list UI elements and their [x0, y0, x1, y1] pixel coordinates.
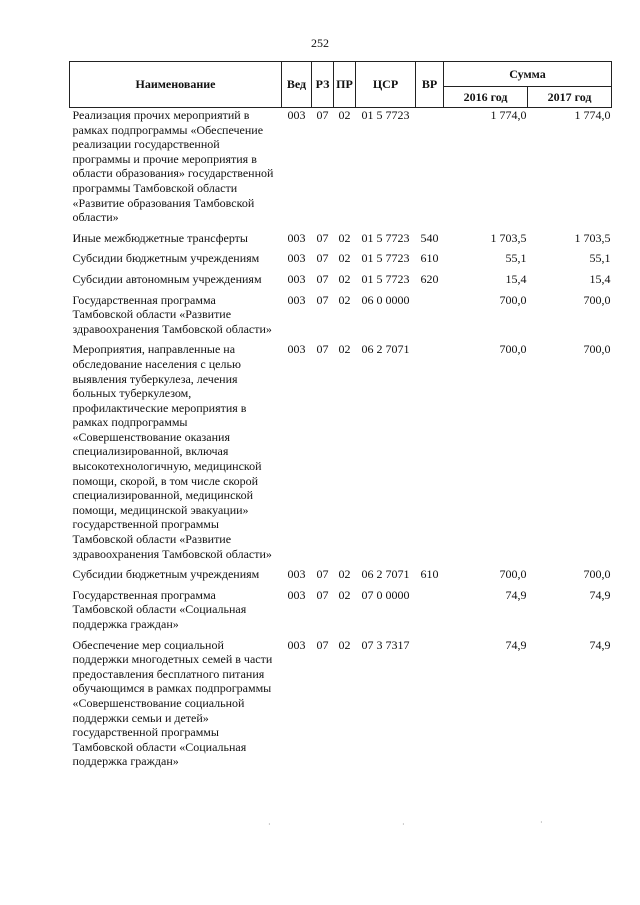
row-csr: 07 0 0000 [361, 587, 410, 602]
header-vr: ВР [416, 62, 444, 108]
row-name: Государственная программа Тамбовской области «Социальная поддержка граждан» [72, 587, 247, 631]
row-sum-2016: 74,9 [505, 587, 527, 602]
scan-speck: · [402, 820, 405, 829]
table-row [70, 231, 612, 252]
row-rz: 07 [316, 342, 329, 357]
row-ved: 003 [287, 637, 306, 652]
budget-table [69, 61, 612, 769]
row-sum-2016: 55,1 [505, 251, 527, 266]
row-rz: 07 [316, 587, 329, 602]
row-ved: 003 [287, 567, 306, 582]
table-header [70, 62, 612, 108]
table-row [70, 293, 612, 343]
row-csr: 01 5 7723 [361, 251, 410, 266]
row-vr: 610 [420, 567, 439, 582]
row-csr: 06 0 0000 [361, 292, 410, 307]
row-name: Государственная программа Тамбовской области «Развитие здравоохранения Тамбовской области» [72, 292, 272, 336]
row-sum-2016: 700,0 [499, 292, 527, 307]
row-sum-2017: 74,9 [589, 587, 611, 602]
row-rz: 07 [316, 637, 329, 652]
row-sum-2016: 74,9 [505, 637, 527, 652]
row-vr: 540 [420, 230, 439, 245]
row-pr: 02 [338, 342, 351, 357]
row-pr: 02 [338, 108, 351, 122]
row-vr [416, 293, 444, 343]
row-csr: 01 5 7723 [361, 230, 410, 245]
row-csr: 06 2 7071 [361, 342, 410, 357]
table-body [70, 108, 612, 769]
row-name: Обеспечение мер социальной поддержки многодетных семей в части предоставления бесплатного питания обучающимся в рамках подпрограммы «Совершенствование социальной поддержки семьи и детей» государственной программы Тамбовской области «Социальная поддержка граждан» [72, 637, 273, 769]
row-ved: 003 [287, 271, 306, 286]
scan-speck: · [540, 818, 543, 827]
row-vr [416, 638, 444, 769]
table-row [70, 251, 612, 272]
row-rz: 07 [316, 271, 329, 286]
table-row [70, 342, 612, 567]
row-vr: 610 [420, 251, 439, 266]
row-rz: 07 [316, 251, 329, 266]
row-sum-2017: 1 774,0 [574, 108, 611, 122]
row-pr: 02 [338, 567, 351, 582]
page-number: 252 [311, 36, 329, 50]
row-sum-2016: 700,0 [499, 342, 527, 357]
row-pr: 02 [338, 230, 351, 245]
table-row [70, 588, 612, 638]
row-rz: 07 [316, 230, 329, 245]
row-ved: 003 [287, 292, 306, 307]
header-year-2017: 2017 год [528, 87, 612, 108]
table-row [70, 272, 612, 293]
header-sum: Сумма [444, 62, 612, 87]
header-rz: РЗ [312, 62, 334, 108]
row-csr: 01 5 7723 [361, 108, 410, 122]
row-ved: 003 [287, 108, 306, 122]
row-ved: 003 [287, 342, 306, 357]
row-sum-2017: 700,0 [583, 292, 611, 307]
header-pr: ПР [334, 62, 356, 108]
row-name: Иные межбюджетные трансферты [72, 230, 248, 245]
row-sum-2016: 700,0 [499, 567, 527, 582]
row-sum-2016: 15,4 [505, 271, 527, 286]
row-sum-2017: 700,0 [583, 342, 611, 357]
row-csr: 06 2 7071 [361, 567, 410, 582]
row-vr: 620 [420, 271, 439, 286]
row-csr: 07 3 7317 [361, 637, 410, 652]
header-ved: Вед [282, 62, 312, 108]
row-pr: 02 [338, 637, 351, 652]
row-name: Субсидии бюджетным учреждениям [72, 251, 260, 266]
row-name: Субсидии автономным учреждениям [72, 271, 262, 286]
row-rz: 07 [316, 108, 329, 122]
table-row [70, 638, 612, 769]
row-sum-2017: 700,0 [583, 567, 611, 582]
row-name: Субсидии бюджетным учреждениям [72, 567, 260, 582]
row-pr: 02 [338, 271, 351, 286]
row-pr: 02 [338, 292, 351, 307]
header-year-2016: 2016 год [444, 87, 528, 108]
row-pr: 02 [338, 251, 351, 266]
row-ved: 003 [287, 587, 306, 602]
row-rz: 07 [316, 567, 329, 582]
row-vr [416, 588, 444, 638]
row-csr: 01 5 7723 [361, 271, 410, 286]
table-row [70, 567, 612, 588]
row-sum-2017: 1 703,5 [574, 230, 611, 245]
row-rz: 07 [316, 292, 329, 307]
row-ved: 003 [287, 251, 306, 266]
row-sum-2016: 1 774,0 [490, 108, 527, 122]
row-name: Мероприятия, направленные на обследование населения с целью выявления туберкулеза, лечения больных туберкулезом, профилактические мероприятия в рамках подпрограммы «Совершенствование оказания специализированной, включая высокотехнологичную, медицинской помощи, скорой, в том числе скорой специализированной, медицинской помощи, медицинской эвакуации» государственной программы Тамбовской области «Развитие здравоохранения Тамбовской области» [72, 342, 272, 561]
row-vr [416, 342, 444, 567]
row-sum-2017: 55,1 [589, 251, 611, 266]
row-name: Реализация прочих мероприятий в рамках подпрограммы «Обеспечение реализации государственной программы и прочие мероприятия в области образования» государственной программы Тамбовской области «Развитие образования Тамбовской области» [72, 108, 274, 225]
row-pr: 02 [338, 587, 351, 602]
scan-speck: · [268, 820, 271, 829]
row-sum-2016: 1 703,5 [490, 230, 527, 245]
row-sum-2017: 74,9 [589, 637, 611, 652]
row-vr [416, 108, 444, 231]
header-csr: ЦСР [356, 62, 416, 108]
row-ved: 003 [287, 230, 306, 245]
header-name: Наименование [70, 62, 282, 108]
table-row [70, 108, 612, 231]
row-sum-2017: 15,4 [589, 271, 611, 286]
